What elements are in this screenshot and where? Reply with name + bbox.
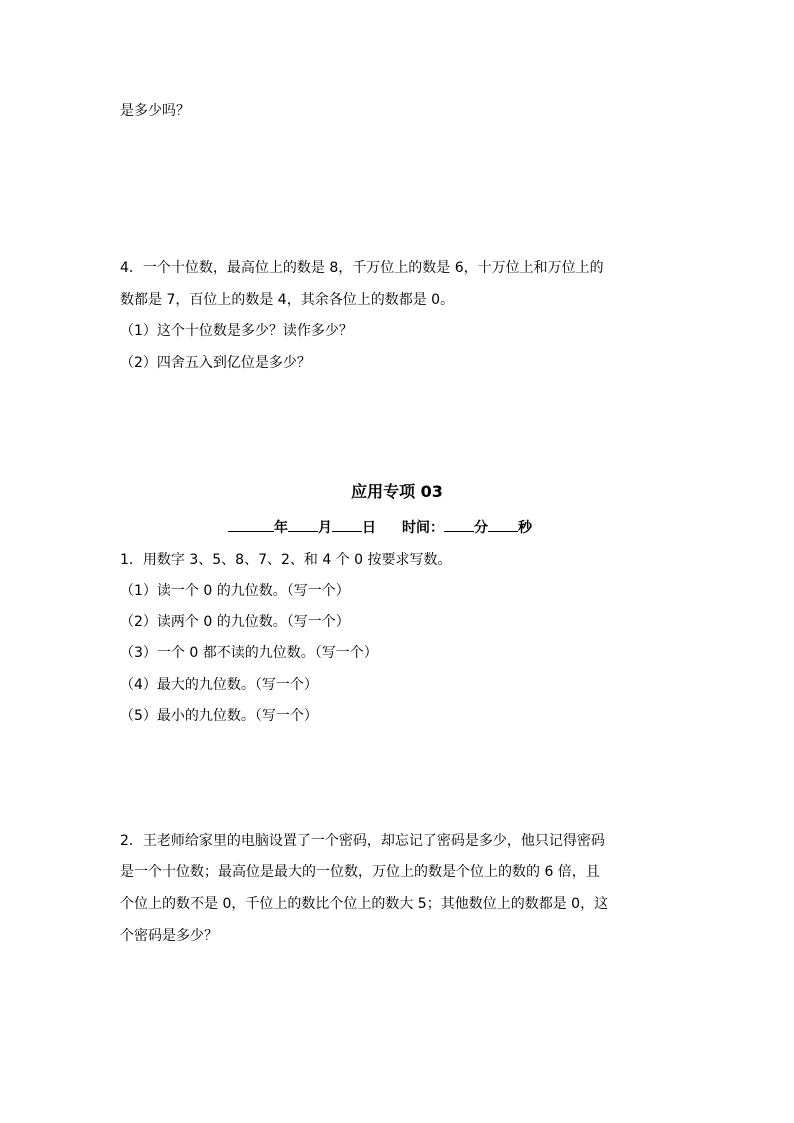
year-label: 年 (274, 520, 288, 536)
date-time-line (228, 516, 532, 539)
question-2-line-3: 个位上的数不是 0，千位上的数比个位上的数大 5；其他数位上的数都是 0，这 (120, 896, 609, 912)
minute-label: 分 (474, 520, 488, 536)
month-blank[interactable] (288, 516, 318, 532)
previous-question-tail: 是多少吗？ (120, 103, 190, 119)
question-1-sub-5: （5）最小的九位数。（写一个） (120, 708, 318, 724)
question-2-line-1: 2．王老师给家里的电脑设置了一个密码，却忘记了密码是多少，他只记得密码 (120, 833, 605, 849)
question-4-line-1: 4．一个十位数，最高位上的数是 8，千万位上的数是 6，十万位上和万位上的 (120, 260, 604, 276)
question-4-sub-2: （2）四舍五入到亿位是多少？ (120, 355, 311, 371)
day-blank[interactable] (332, 516, 362, 532)
question-1-sub-3: （3）一个 0 都不读的九位数。（写一个） (120, 645, 378, 661)
year-blank[interactable] (228, 516, 274, 532)
question-4-sub-1: （1）这个十位数是多少？读作多少？ (120, 323, 353, 339)
question-2-line-4: 个密码是多少？ (120, 928, 218, 944)
question-1-sub-4: （4）最大的九位数。（写一个） (120, 677, 318, 693)
question-1-sub-1: （1）读一个 0 的九位数。（写一个） (120, 583, 350, 599)
second-blank[interactable] (488, 516, 518, 532)
month-label: 月 (318, 520, 332, 536)
section-title: 应用专项 03 (351, 482, 443, 501)
second-label: 秒 (518, 520, 532, 536)
day-label: 日 (362, 520, 376, 536)
question-1-stem: 1．用数字 3、5、8、7、2、和 4 个 0 按要求写数。 (120, 552, 452, 568)
time-label: 时间： (402, 520, 444, 536)
question-4-line-2: 数都是 7，百位上的数是 4，其余各位上的数都是 0。 (120, 292, 455, 308)
minute-blank[interactable] (444, 516, 474, 532)
question-1-sub-2: （2）读两个 0 的九位数。（写一个） (120, 614, 350, 630)
question-2-line-2: 是一个十位数；最高位是最大的一位数，万位上的数是个位上的数的 6 倍，且 (120, 864, 600, 880)
